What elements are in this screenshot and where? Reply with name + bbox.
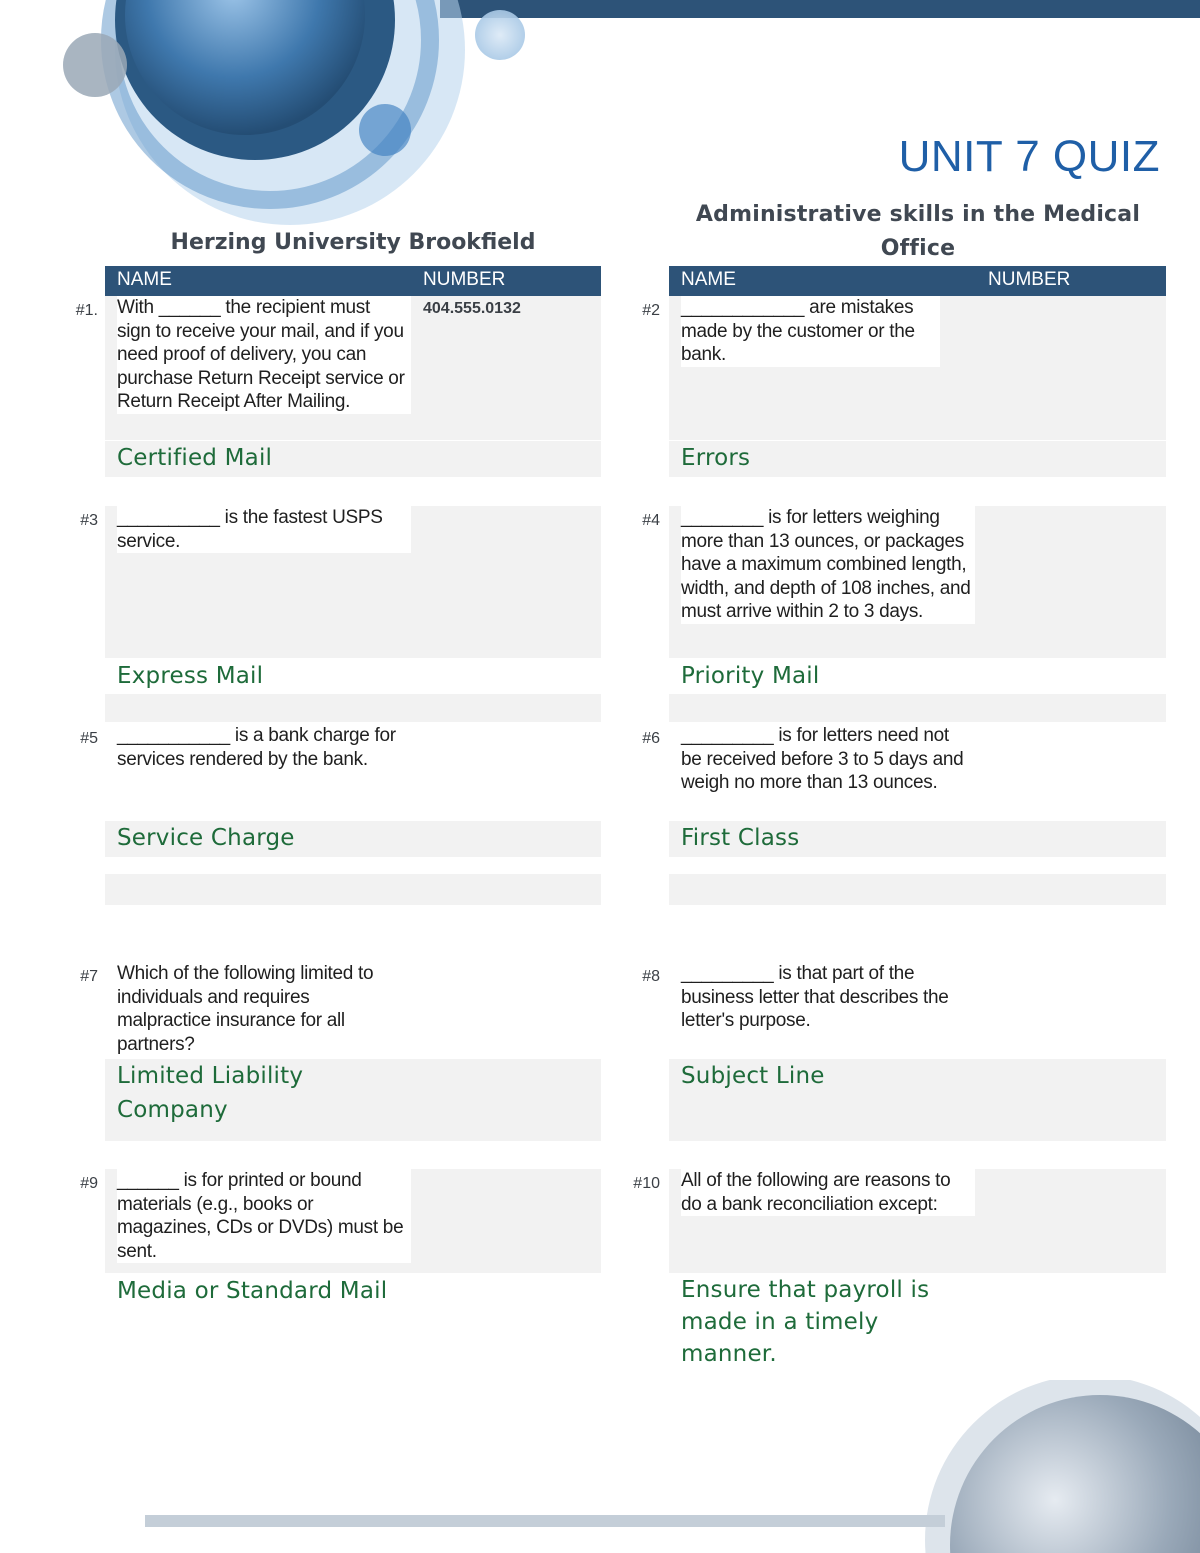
answer-box <box>105 659 601 693</box>
question-text: All of the following are reasons to do a bank reconciliation except: <box>681 1169 975 1216</box>
answer-box <box>669 441 1166 477</box>
answer-box <box>105 821 601 857</box>
question-text: ____________ are mistakes made by the customer or the bank. <box>681 296 940 367</box>
answer-box <box>669 659 1166 693</box>
number-column-header: NUMBER <box>988 269 1071 290</box>
answer-box <box>669 1274 1166 1367</box>
question-text: __________ is the fastest USPS service. <box>117 506 411 553</box>
blank-row <box>105 694 601 722</box>
question-text: _________ is for letters need not be received before 3 to 5 days and weigh no more than 13 ounces. <box>681 724 975 795</box>
question-box <box>669 296 1166 440</box>
answer-box <box>105 1274 601 1310</box>
question-box <box>105 962 601 1058</box>
phone-number: 404.555.0132 <box>423 300 521 317</box>
question-box <box>105 724 601 820</box>
question-text: ___________ is a bank charge for services rendered by the bank. <box>117 724 411 771</box>
page-subtitle: Administrative skills in the Medical Office <box>695 202 1141 261</box>
table-header-left <box>105 266 601 296</box>
question-box <box>669 962 1166 1058</box>
answer-text: Ensure that payroll is made in a timely manner. <box>681 1277 930 1367</box>
answer-text: Express Mail <box>117 663 264 689</box>
blank-row <box>669 694 1166 722</box>
answer-text: Errors <box>681 445 751 471</box>
answer-text: First Class <box>681 825 800 851</box>
table-header-right <box>669 266 1166 296</box>
number-column-header: NUMBER <box>423 269 506 290</box>
name-column-header: NAME <box>117 269 172 290</box>
answer-box <box>669 1059 1166 1141</box>
question-number: #6 <box>642 730 660 747</box>
question-number: #1. <box>75 302 98 319</box>
question-number: #10 <box>633 1175 660 1192</box>
answer-box <box>669 821 1166 857</box>
bottom-accent-bar <box>145 1515 945 1527</box>
question-number: #5 <box>80 730 98 747</box>
answer-text: Subject Line <box>681 1063 825 1089</box>
answer-text: Priority Mail <box>681 663 820 689</box>
question-text: _________ is that part of the business letter that describes the letter's purpose. <box>681 962 975 1033</box>
page-title: UNIT 7 QUIZ <box>898 132 1160 181</box>
question-box <box>669 724 1166 820</box>
question-number: #8 <box>642 968 660 985</box>
blank-row <box>669 874 1166 905</box>
blank-row <box>105 874 601 905</box>
answer-text: Limited Liability Company <box>117 1063 304 1123</box>
answer-text: Service Charge <box>117 825 295 851</box>
answer-box <box>105 441 601 477</box>
name-column-header: NAME <box>681 269 736 290</box>
answer-text: Media or Standard Mail <box>117 1278 388 1304</box>
question-text: ______ is for printed or bound materials (e.g., books or magazines, CDs or DVDs) must be sent. <box>117 1169 411 1263</box>
question-box <box>669 1169 1166 1273</box>
decorative-circles-graphic <box>0 0 560 240</box>
question-text: Which of the following limited to individuals and requires malpractice insurance for all partners? <box>117 962 411 1056</box>
question-number: #7 <box>80 968 98 985</box>
question-text: With ______ the recipient must sign to receive your mail, and if you need proof of delivery, you can purchase Return Receipt service or Return Receipt After Mailing. <box>117 296 411 414</box>
question-box <box>669 506 1166 658</box>
decorative-sphere-graphic <box>880 1380 1200 1553</box>
question-number: #4 <box>642 512 660 529</box>
answer-text: Certified Mail <box>117 445 273 471</box>
university-name: Herzing University Brookfield <box>170 230 536 255</box>
question-number: #2 <box>642 302 660 319</box>
question-number: #9 <box>80 1175 98 1192</box>
question-box <box>105 506 601 658</box>
answer-box <box>105 1059 601 1141</box>
question-box <box>105 1169 601 1273</box>
question-text: ________ is for letters weighing more than 13 ounces, or packages have a maximum combined length, width, and depth of 108 inches, and must arrive within 2 to 3 days. <box>681 506 975 624</box>
question-box <box>105 296 601 440</box>
question-number: #3 <box>80 512 98 529</box>
